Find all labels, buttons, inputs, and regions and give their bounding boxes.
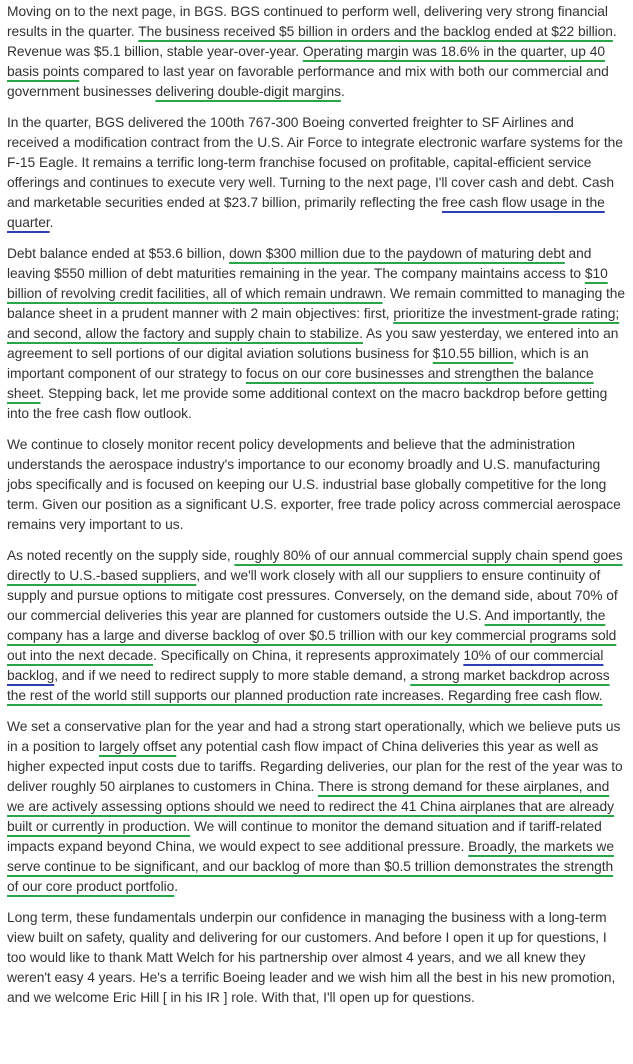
text-segment: and leaving $550 million of debt maturities remaining in the year. The company maintains access to	[7, 246, 592, 281]
highlight-green: $10.55 billion	[432, 346, 514, 361]
text-segment: Debt balance ended at $53.6 billion,	[7, 246, 230, 261]
text-segment: compared to last year on favorable performance and mix with both our commercial and government businesses	[7, 64, 609, 99]
text-segment: , and if we need to redirect supply to more stable demand,	[54, 668, 411, 683]
paragraph-2	[7, 113, 627, 233]
text-segment: We set a conservative plan for the year and had a strong start operationally, which we believe puts us in a position to	[7, 719, 621, 754]
paragraph-4	[7, 435, 627, 535]
text-segment: .	[174, 879, 179, 894]
highlight-green: roughly 80% of our annual commercial supply chain spend goes directly to U.S.-based suppliers	[7, 548, 623, 583]
highlight-green: The business received $5 billion in orders and the backlog ended at $22 billion	[138, 24, 613, 39]
highlight-green: down $300 million due to the paydown of maturing debt	[229, 246, 565, 261]
paragraph-3	[7, 244, 627, 424]
paragraph-5	[7, 546, 627, 706]
paragraph-7	[7, 908, 627, 1008]
text-segment: , which is an important component of our strategy to	[7, 346, 589, 381]
text-segment: .	[49, 215, 54, 230]
text-segment: . Specifically on China, it represents approximately	[153, 648, 464, 663]
highlight-green: And importantly, the company has a large and diverse backlog of over $0.5 trillion with our key commercial programs sold out into the next decade	[7, 608, 617, 663]
text-segment: any potential cash flow impact of China deliveries this year as well as higher expected input costs due to tariffs. Regarding deliveries, our plan for the rest of the year was to deliver roughly 50 airplanes to customers in China.	[7, 739, 623, 794]
text-segment: In the quarter, BGS delivered the 100th 767-300 Boeing converted freighter to SF Airlines and received a modification contract from the U.S. Air Force to integrate electronic warfare systems for the F-15 Eagle. It remains a terrific long-term franchise focused on profitable, capital-efficient service offerings and continues to execute very well. Turning to the next page, I'll cover cash and debt. Cash and marketable securities ended at $23.7 billion, primarily reflecting the	[7, 115, 623, 210]
text-segment: Long term, these fundamentals underpin our confidence in managing the business with a long-term view built on safety, quality and delivering for our customers. And before I open it up for questions, I too would like to thank Matt Welch for his partnership over almost 4 years, and we all knew they weren't easy 4 years. He's a terrific Boeing leader and we wish him all the best in his new promotion, and we welcome Eric Hill [ in his IR ] role. With that, I'll open up for questions.	[7, 910, 616, 1005]
highlight-blue: free cash flow usage in the quarter	[7, 195, 605, 230]
text-segment: We continue to closely monitor recent policy developments and believe that the administration understands the aerospace industry's importance to our economy broadly and U.S. manufacturing jobs specifically and is focused on keeping our U.S. industrial base globally competitive for the long term. Given our position as a significant U.S. exporter, free trade policy across commercial aerospace remains very important to us.	[7, 437, 621, 532]
text-segment: .	[341, 84, 345, 99]
paragraph-6	[7, 717, 627, 897]
text-segment: . Revenue was $5.1 billion, stable year-over-year.	[7, 24, 617, 59]
highlight-green: largely offset	[98, 739, 177, 754]
text-segment: As noted recently on the supply side,	[7, 548, 235, 563]
highlight-green: $10 billion of revolving credit facilities, all of which remain undrawn	[7, 266, 608, 301]
highlight-green: There is strong demand for these airplanes, and we are actively assessing options should we need to redirect the 41 China airplanes that are already built or currently in production.	[7, 779, 615, 834]
highlight-green: focus on our core businesses and strengthen the balance sheet	[7, 366, 594, 401]
text-segment: . Stepping back, let me provide some additional context on the macro backdrop before getting into the free cash flow outlook.	[7, 386, 608, 421]
text-segment: As you saw yesterday, we entered into an agreement to sell portions of our digital aviation solutions business for	[7, 326, 619, 361]
highlight-green: delivering double-digit margins	[155, 84, 342, 99]
text-segment: , and we'll work closely with all our suppliers to ensure continuity of supply and pursue options to mitigate cost pressures. Conversely, on the demand side, about 70% of our commercial deliveries this year are planned for customers outside the U.S.	[7, 568, 618, 623]
text-segment: We will continue to monitor the demand situation and if tariff-related impacts expand beyond China, we would expect to see additional pressure.	[7, 819, 602, 854]
highlight-green: a strong market backdrop across the rest of the world still supports our planned production rate increases. Regarding free cash flow.	[7, 668, 610, 703]
highlight-green: prioritize the investment-grade rating; and second, allow the factory and supply chain to stabilize.	[7, 306, 620, 341]
highlight-green: Operating margin was 18.6% in the quarter, up 40 basis points	[7, 44, 605, 79]
text-segment: Moving on to the next page, in BGS. BGS continued to perform well, delivering very strong financial results in the quarter.	[7, 4, 608, 39]
text-segment: . We remain committed to managing the balance sheet in a prudent manner with 2 main objectives: first,	[7, 286, 626, 321]
highlight-green: Broadly, the markets we serve continue to be significant, and our backlog of more than $0.5 trillion demonstrates the strength of our core product portfolio	[7, 839, 614, 894]
paragraph-1	[7, 2, 627, 102]
highlight-blue: 10% of our commercial backlog	[7, 648, 604, 683]
